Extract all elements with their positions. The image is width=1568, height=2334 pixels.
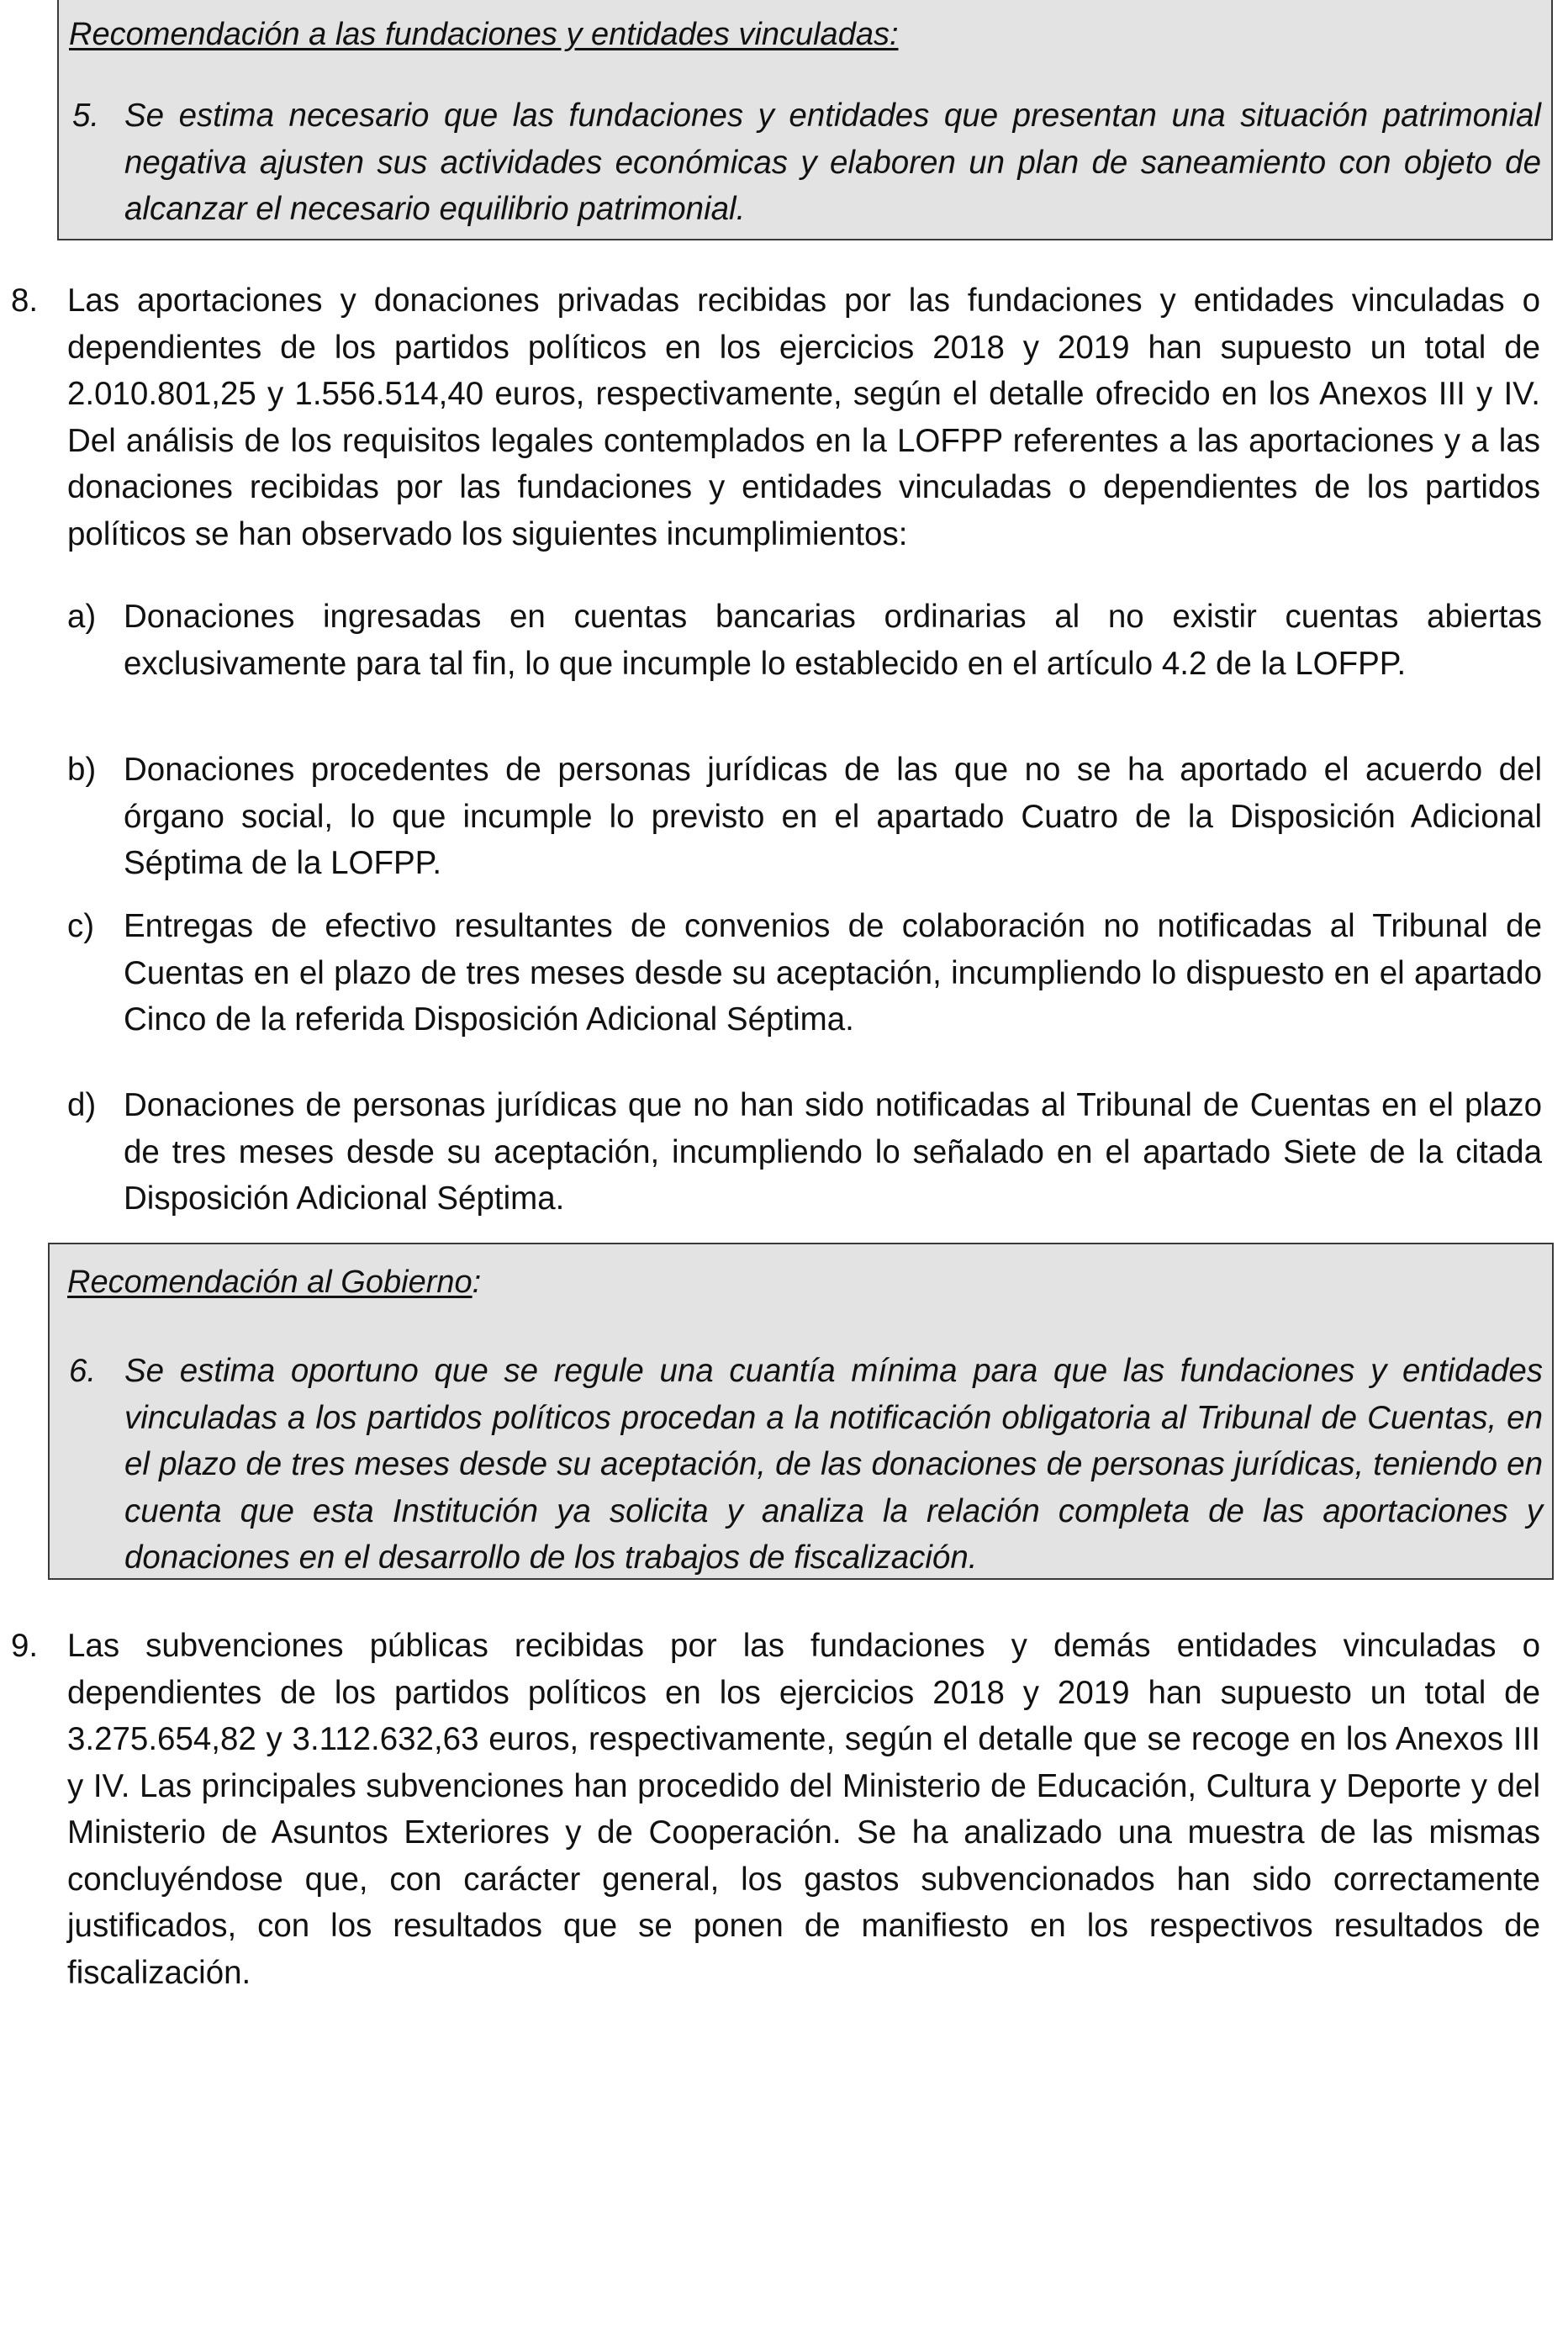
recommendation-6 bbox=[69, 1348, 1543, 1582]
list-item-c bbox=[67, 903, 1542, 1043]
paragraph-9 bbox=[11, 1623, 1540, 1996]
recommendation-5-number: 5. bbox=[72, 98, 100, 134]
recommendation-6-number: 6. bbox=[69, 1353, 97, 1389]
list-item-a-text: Donaciones ingresadas en cuentas bancarias ordinarias al no existir cuentas abiertas exclusivamente para tal fin, lo que incumple lo establecido en el artículo 4.2 de la LOFPP. bbox=[124, 599, 1542, 682]
paragraph-8 bbox=[11, 277, 1540, 557]
list-item-b-text: Donaciones procedentes de personas jurídicas de las que no se ha aportado el acuerdo del órgano social, lo que incumple lo previsto en el apartado Cuatro de la Disposición Adicional Séptima de la LOFPP. bbox=[124, 752, 1542, 881]
recommendation-5 bbox=[72, 92, 1541, 233]
list-item-b bbox=[67, 747, 1542, 887]
list-item-d-label: d) bbox=[67, 1087, 97, 1123]
recommendation-5-text: Se estima necesario que las fundaciones y entidades que presentan una situación patrimonial negativa ajusten sus actividades económicas y elaboren un plan de saneamiento con objeto de alcanzar el necesario equilibrio patrimonial. bbox=[124, 98, 1541, 227]
list-item-b-label: b) bbox=[67, 752, 97, 788]
recommendation-6-text: Se estima oportuno que se regule una cuantía mínima para que las fundaciones y entidades vinculadas a los partidos políticos procedan a la notificación obligatoria al Tribunal de Cuentas, en el plazo de tres meses desde su aceptación, de las donaciones de personas jurídicas, teniendo en cuenta que esta Institución ya solicita y analiza la relación completa de las aportaciones y donaciones en el desarrollo de los trabajos de fiscalización. bbox=[124, 1353, 1543, 1576]
recommendation-government-heading bbox=[67, 1266, 481, 1298]
paragraph-9-text: Las subvenciones públicas recibidas por las fundaciones y demás entidades vinculadas o dependientes de los partidos políticos en los ejercicios 2018 y 2019 han supuesto un total de 3.275.654,82 y 3.112.632,63 euros, respectivamente, según el detalle que se recoge en los Anexos III y IV. Las principales subvenciones han procedido del Ministerio de Educación, Cultura y Deporte y del Ministerio de Asuntos Exteriores y de Cooperación. Se ha analizado una muestra de las mismas concluyéndose que, con carácter general, los gastos subvencionados han sido correctamente justificados, con los resultados que se ponen de manifiesto en los respectivos resultados de fiscalización. bbox=[67, 1628, 1540, 1991]
recommendation-government-heading-text: Recomendación al Gobierno bbox=[67, 1265, 473, 1300]
paragraph-9-number: 9. bbox=[11, 1628, 39, 1664]
recommendation-foundations-heading-text: Recomendación a las fundaciones y entidades vinculadas: bbox=[69, 17, 899, 52]
list-item-a-label: a) bbox=[67, 599, 97, 635]
recommendation-government-heading-colon: : bbox=[472, 1265, 482, 1300]
list-item-d-text: Donaciones de personas jurídicas que no han sido notificadas al Tribunal de Cuentas en el plazo de tres meses desde su aceptación, incumpliendo lo señalado en el apartado Siete de la citada Disposición Adicional Séptima. bbox=[124, 1087, 1542, 1217]
paragraph-8-number: 8. bbox=[11, 283, 39, 319]
list-item-a bbox=[67, 594, 1542, 687]
paragraph-8-text: Las aportaciones y donaciones privadas recibidas por las fundaciones y entidades vinculadas o dependientes de los partidos políticos en los ejercicios 2018 y 2019 han supuesto un total de 2.010.801,25 y 1.556.514,40 euros, respectivamente, según el detalle ofrecido en los Anexos III y IV. Del análisis de los requisitos legales contemplados en la LOFPP referentes a las aportaciones y a las donaciones recibidas por las fundaciones y entidades vinculadas o dependientes de los partidos políticos se han observado los siguientes incumplimientos: bbox=[67, 283, 1540, 552]
recommendation-foundations-heading bbox=[69, 18, 899, 50]
list-item-c-text: Entregas de efectivo resultantes de convenios de colaboración no notificadas al Tribunal de Cuentas en el plazo de tres meses desde su aceptación, incumpliendo lo dispuesto en el apartado Cinco de la referida Disposición Adicional Séptima. bbox=[124, 908, 1542, 1038]
list-item-c-label: c) bbox=[67, 908, 95, 944]
list-item-d bbox=[67, 1082, 1542, 1222]
